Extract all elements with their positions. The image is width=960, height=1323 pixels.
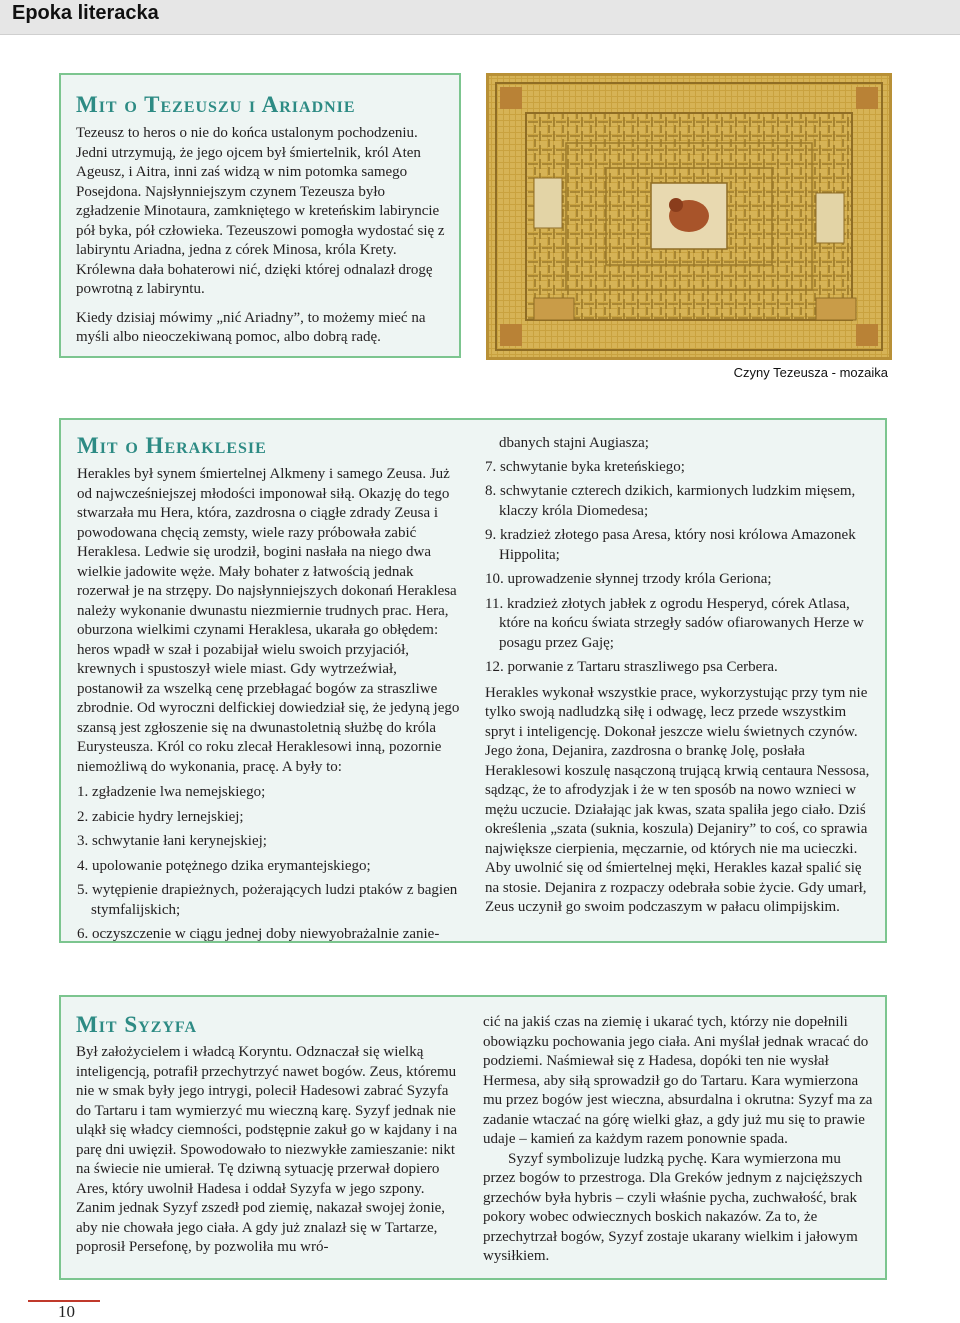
page-number: 10 [58,1302,75,1321]
page-header [0,0,960,35]
herakles-labours-list-right [485,458,873,678]
syzyf-paragraph-right-2: Syzyf symbolizuje ludzką pychę. Kara wymierzona mu przez bogów to przestroga. Dla Greków jednym z najcięższych grzechów była hybris – czyli właśnie pycha, zuchwałość, brak pokory wobec odwiecznych boskich nakazów. Za to, że przechytrzał bogów, Syzyf zostaje ukarany wielkim i jałowym wysiłkiem. [483,1150,863,1264]
syzyf-title: Mit Syzyfa [76,1012,198,1037]
syzyf-box [59,995,887,1280]
tezeusz-paragraph-2: Kiedy dzisiaj mówimy „nić Ariadny”, to możemy mieć na myśli albo nieoczekiwaną pomoc, albo dobrą radę. [76,309,426,345]
labour-item: 11. kradzież złotych jabłek z ogrodu Hesperyd, córek Atlasa, które na końcu świata strzegły sadów ofiarowanych Herze w posagu przez Gaję; [485,595,864,651]
section-title: Epoka literacka [12,2,159,24]
syzyf-paragraph-left: Był założycielem i władcą Koryntu. Odznaczał się wielką inteligencją, potrafił przechytrzyć nawet bogów. Zeus, któremu nie w smak były jego intrygi, polecił Hadesowi zabrać Syzyfa do Tartaru i tam wymierzyć mu wieczną karę. Syzyf jednak nie uląkł się władcy ciemności, podstępnie zakuł go w kajdany i na parę dni uwięził. Spowodowało to niezwykłe zamieszanie: nikt na świecie nie umierał. Tę dziwną sytuację przerwał dopiero Ares, który uwolnił Hadesa i oddał Syzyfa w jego szpony. Zanim jednak Syzyf zszedł pod ziemię, nakazał swojej żonie, aby nie chowała jego ciała. A gdy już znalazł się w Tartarze, poprosił Persefonę, by pozwoliła mu wró- [76,1044,458,1255]
mosaic-caption: Czyny Tezeusza - mozaika [733,365,888,380]
herakles-left-column [77,434,465,950]
labour-item: 2. zabicie hydry lernejskiej; [77,808,244,825]
labour-item: 6. oczyszczenie w ciągu jednej doby niewyobrażalnie zanie- [77,926,440,942]
tezeusz-paragraph-1: Tezeusz to heros o nie do końca ustalonym pochodzeniu. Jedni utrzymują, że jego ojcem był śmiertelnik, król Aten Ageusz, i Aitra, inni zaś widzą w nim potomka samego Posejdona. Najsłynniejszym czynem Tezeusza było zgładzenie Minotaura, zamkniętego w kreteńskim labiryncie pół byka, pół człowieka. Tezeuszowi pomogła wydostać się z labiryntu Ariadna, jedna z córek Minosa, króla Krety. Królewna dała bohaterowi nić, dzięki której odnalazł drogę powrotną z labiryntu. [76,125,445,297]
tezeusz-text [76,124,445,348]
labour-item: 5. wytępienie drapieżnych, pożerających ludzi ptaków z bagien stymfalijskich; [77,882,458,918]
labour-item-continuation: dbanych stajni Augiasza; [499,435,649,451]
labour-item: 3. schwytanie łani kerynejskiej; [77,833,267,849]
tezeusz-box [59,73,461,358]
mosaic-image [486,73,892,360]
herakles-labours-list-left [77,783,465,945]
labour-item: 7. schwytanie byka kreteńskiego; [485,458,685,475]
labour-item: 4. upolowanie potężnego dzika erymantejskiego; [77,857,371,874]
syzyf-paragraph-right-1: cić na jakiś czas na ziemię i ukarać tych, którzy nie dopełnili obowiązku pochowania jego ciała. Ani myślał jednak wracać do podziemi. Naśmiewał się z Hadesa, dopóki ten nie wysłał Hermesa, aby siłą sprowadził go do Tartaru. Kara wymierzona mu przez bogów jest wieczna, absurdalna i okrutna: Syzyf ma za zadanie wtaczać na górę wielki głaz, a gdy już mu się to prawie udaje – kamień za każdym razem ponownie spada. [483,1014,873,1147]
syzyf-right-column [483,1013,873,1267]
labour-item: 10. uprowadzenie słynnej trzody króla Geriona; [485,571,772,587]
tezeusz-title: Mit o Tezeuszu i Ariadnie [76,92,356,117]
herakles-box [59,418,887,943]
herakles-right-column [485,434,873,918]
labour-item: 1. zgładzenie lwa nemejskiego; [77,784,266,800]
labour-item: 8. schwytanie czterech dzikich, karmionych ludzkim mięsem, klaczy króla Diomedesa; [485,483,856,519]
herakles-paragraph-1: Herakles był synem śmiertelnej Alkmeny i samego Zeusa. Już od najwcześniejszej młodości imponował siłą. Okazję do tego stwarzała mu Hera, która, zazdrosna o ciągłe zdrady Zeusa i powodowana chęcią zemsty, wiele razy próbowała zabić Heraklesa. Ledwie się urodził, bogini nasłała na niego dwa wielkie jadowite węże. Mały bohater z łatwością jednak rozerwał je na strzępy. Do najsłynniejszych dokonań Heraklesa należy wykonanie dwunastu niezmiernie trudnych prac. Hera, oburzona wielkimi czynami Heraklesa, ukarała go obłędem: heros wpadł w szał i pozabijał wielu swoich przyjaciół, krewnych i spustoszył wiele miast. Gdy wytrzeźwiał, postanowił za wszelką cenę przebłagać bogów za straszliwe zbrodnie. Od wyroczni delfickiej dowiedział się, że jedyną jego szansą jest zgłoszenie się na dwunastoletnią służbę do króla Eurysteusza. Król co roku zlecał Heraklesowi inną, pozornie niemożliwą do wykonania, pracę. A były to: [77,466,460,775]
labour-item: 9. kradzież złotego pasa Aresa, który nosi królowa Amazonek Hippolita; [485,527,856,563]
herakles-title: Mit o Heraklesie [77,433,267,458]
syzyf-left-column [76,1013,462,1258]
herakles-paragraph-2: Herakles wykonał wszystkie prace, wykorzystując przy tym nie tylko swoją nadludzką siłę i odwagę, lecz przede wszystkim spryt i inteligencję. Dokonał jeszcze wielu świetnych czynów. Jego żona, Dejanira, zazdrosna o brankę Jolę, posłała Heraklesowi koszulę nasączoną trującą krwią centaura Nessosa, sądząc, że to afrodyzjak i że w ten sposób na nowo wznieci w mężu uczucie. Działając jak kwas, szata spaliła jego ciało. Dziś określenia „szata (suknia, koszula) Dejaniry” to coś, co sprawia największe cierpienia, męczarnie, od których nie ma ucieczki. Aby uwolnić się od śmiertelnej męki, Herakles kazał spalić się na stosie. Dejanira z rozpaczy odebrała sobie życie. Gdy umarł, Zeus uczynił go swoim podczaszym w pałacu olimpijskim. [485,684,870,915]
labour-item: 12. porwanie z Tartaru straszliwego psa Cerbera. [485,659,778,675]
